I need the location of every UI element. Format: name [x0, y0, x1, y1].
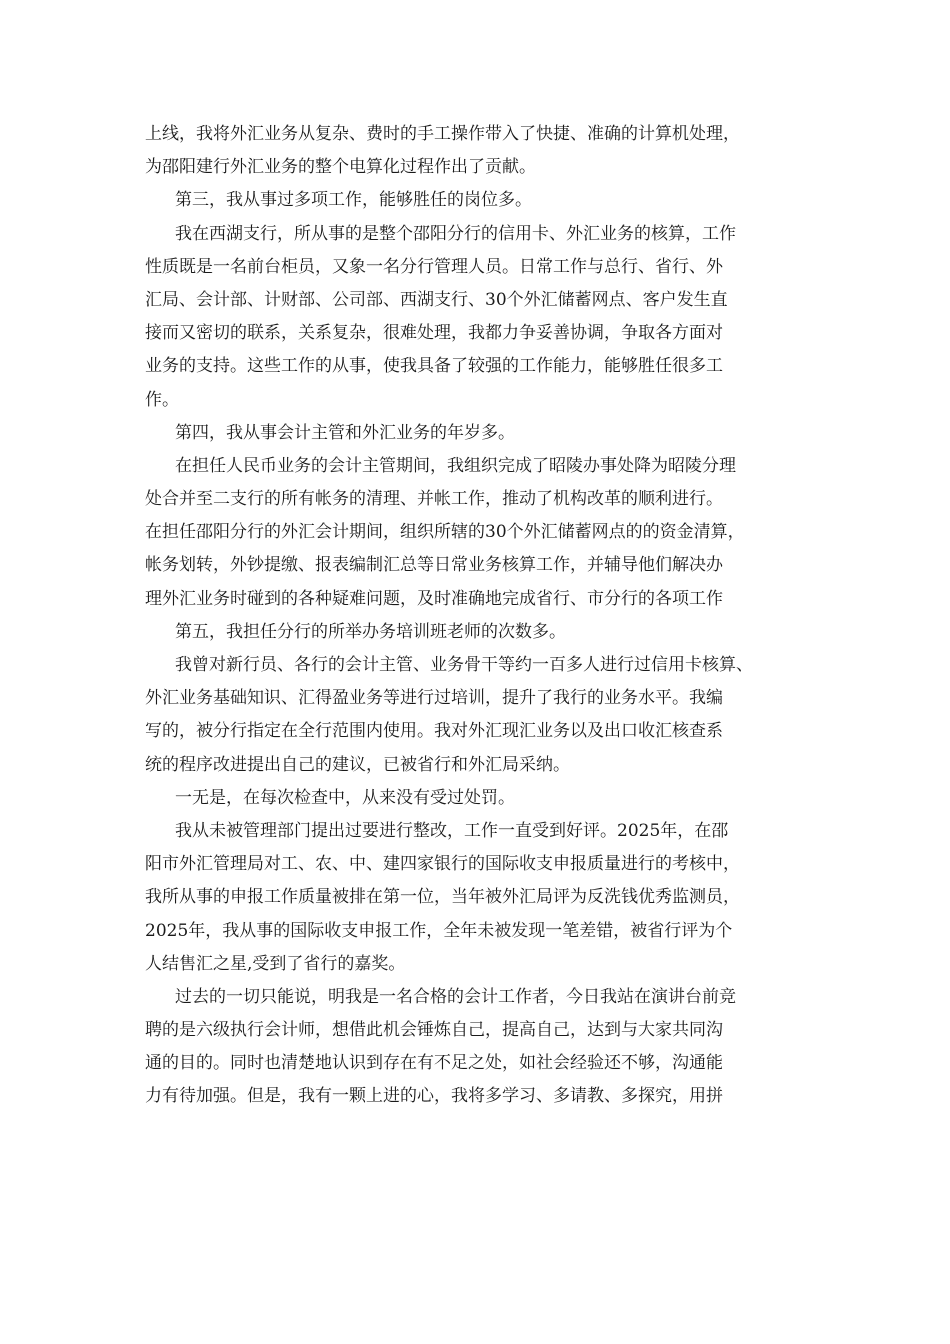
text-line: 过去的一切只能说，明我是一名合格的会计工作者，今日我站在演讲台前竞 [175, 986, 736, 1007]
text-line: 汇局、会计部、计财部、公司部、西湖支行、30个外汇储蓄网点、客户发生直 [145, 289, 728, 310]
text-line: 处合并至二支行的所有帐务的清理、并帐工作，推动了机构改革的顺利进行。 [145, 489, 723, 510]
text-line: 我曾对新行员、各行的会计主管、业务骨干等约一百多人进行过信用卡核算、 [175, 655, 753, 675]
text-line: 外汇业务基础知识、汇得盈业务等进行过培训，提升了我行的业务水平。我编 [145, 688, 723, 709]
text-line: 人结售汇之星,受到了省行的嘉奖。 [145, 953, 406, 974]
text-line: 上线，我将外汇业务从复杂、费时的手工操作带入了快捷、准确的计算机处理， [145, 124, 740, 144]
text-line: 写的，被分行指定在全行范围内使用。我对外汇现汇业务以及出口收汇核查系 [145, 721, 723, 742]
text-line: 作。 [145, 389, 179, 410]
text-line: 第三，我从事过多项工作，能够胜任的岗位多。 [175, 190, 532, 211]
text-line: 一无是，在每次检查中，从来没有受过处罚。 [175, 787, 515, 808]
text-line: 第四，我从事会计主管和外汇业务的年岁多。 [175, 422, 515, 443]
text-line: 阳市外汇管理局对工、农、中、建四家银行的国际收支申报质量进行的考核中， [145, 854, 740, 875]
text-line: 业务的支持。这些工作的从事，使我具备了较强的工作能力，能够胜任很多工 [145, 356, 723, 377]
text-line: 统的程序改进提出自己的建议，已被省行和外汇局采纳。 [145, 754, 570, 775]
text-line: 聘的是六级执行会计师，想借此机会锤炼自己，提高自己，达到与大家共同沟 [145, 1020, 723, 1041]
document-body [145, 118, 810, 1114]
text-line: 第五，我担任分行的所举办务培训班老师的次数多。 [175, 621, 566, 642]
text-line: 我在西湖支行，所从事的是整个邵阳分行的信用卡、外汇业务的核算，工作 [175, 223, 736, 244]
text-line: 在担任邵阳分行的外汇会计期间，组织所辖的30个外汇储蓄网点的的资金清算， [145, 522, 745, 543]
text-line: 理外汇业务时碰到的各种疑难问题，及时准确地完成省行、市分行的各项工作 [145, 588, 723, 609]
text-line: 我所从事的申报工作质量被排在第一位，当年被外汇局评为反洗钱优秀监测员， [145, 887, 740, 908]
text-line: 我从未被管理部门提出过要进行整改，工作一直受到好评。2025年，在邵 [175, 820, 729, 841]
text-line: 为邵阳建行外汇业务的整个电算化过程作出了贡献。 [145, 157, 536, 178]
text-line: 在担任人民币业务的会计主管期间，我组织完成了昭陵办事处降为昭陵分理 [175, 455, 736, 476]
text-line: 2025年，我从事的国际收支申报工作，全年未被发现一笔差错，被省行评为个 [145, 920, 733, 941]
text-line: 接而又密切的联系，关系复杂，很难处理，我都力争妥善协调，争取各方面对 [145, 323, 723, 344]
text-line: 通的目的。同时也清楚地认识到存在有不足之处，如社会经验还不够，沟通能 [145, 1053, 723, 1074]
text-line: 帐务划转，外钞提缴、报表编制汇总等日常业务核算工作，并辅导他们解决办 [145, 555, 723, 576]
text-line: 力有待加强。但是，我有一颗上进的心，我将多学习、多请教、多探究，用拼 [145, 1086, 723, 1107]
text-line: 性质既是一名前台柜员，又象一名分行管理人员。日常工作与总行、省行、外 [145, 256, 723, 277]
